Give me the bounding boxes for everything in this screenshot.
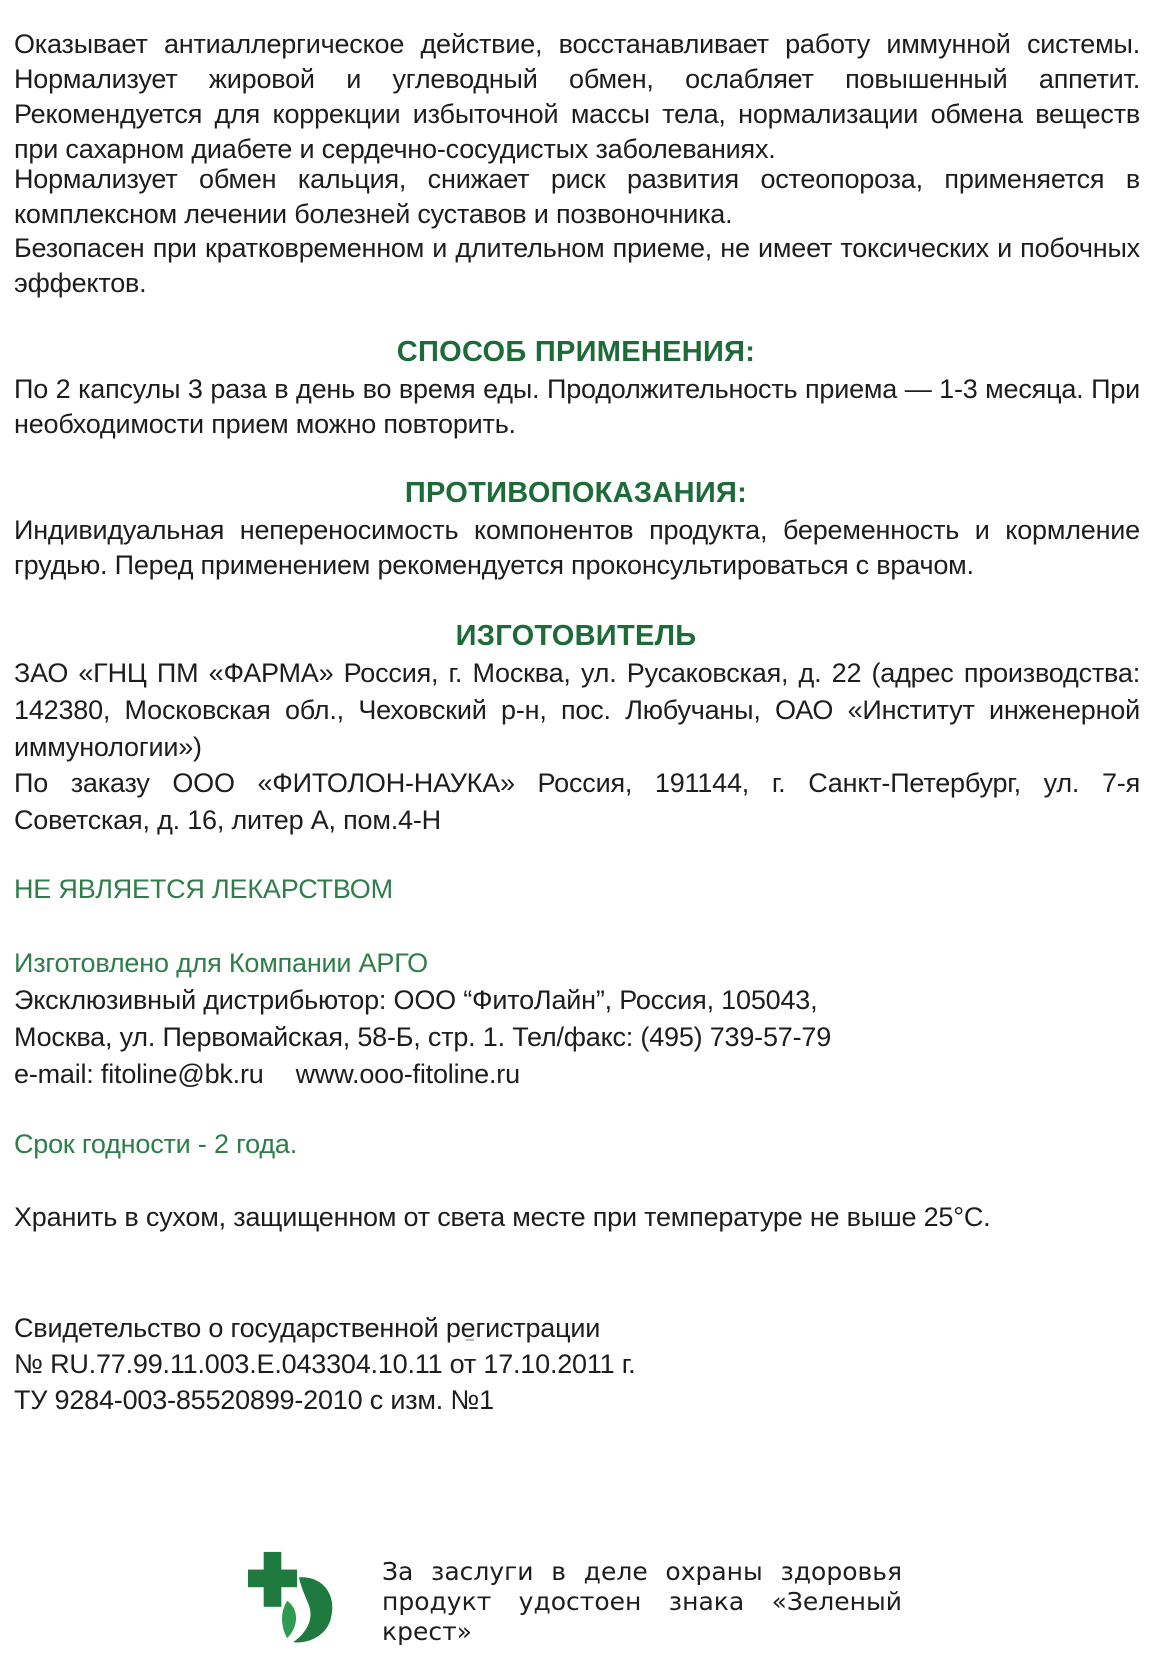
- distributor-line-1: Эксклюзивный дистрибьютор: ООО “ФитоЛайн”, Россия, 105043,: [14, 985, 818, 1015]
- storage-conditions: Хранить в сухом, защищенном от света месте при температуре не выше 25°С.: [14, 1202, 991, 1232]
- registration-line-3: ТУ 9284-003-85520899-2010 с изм. №1: [14, 1385, 494, 1415]
- green-cross-logo-icon: [248, 1548, 346, 1646]
- intro-paragraph-2: Нормализует обмен кальция, снижает риск развития остеопороза, применяется в комплексном лечении болезней суставов и позвоночника.: [14, 164, 1140, 229]
- made-for-company: Изготовлено для Компании АРГО: [14, 948, 428, 978]
- distributor-line-2: Москва, ул. Первомайская, 58-Б, стр. 1. Тел/факс: (495) 739-57-79: [14, 1022, 832, 1052]
- intro-paragraph-1: Оказывает антиаллергическое действие, восстанавливает работу иммунной системы. Нормализует жировой и углеводный обмен, ослабляет повышенный аппетит. Рекомендуется для коррекции избыточной массы тела, нормализации обмена веществ при сахарном диабете и сердечно-сосудистых заболеваниях.: [14, 29, 1140, 164]
- registration-block: [14, 1310, 1140, 1418]
- registration-line-1: Свидетельство о государственной регистрации: [14, 1313, 601, 1343]
- usage-heading: СПОСОБ ПРИМЕНЕНИЯ:: [396, 336, 756, 368]
- email-link[interactable]: e-mail: fitoline@bk.ru: [14, 1059, 264, 1089]
- shelf-life: Срок годности - 2 года.: [14, 1129, 298, 1159]
- manufacturer-heading: ИЗГОТОВИТЕЛЬ: [455, 620, 697, 652]
- registration-line-2: № RU.77.99.11.003.Е.043304.10.11 от 17.10.2011 г.: [14, 1349, 636, 1379]
- manufacturer-text: ЗАО «ГНЦ ПМ «ФАРМА» Россия, г. Москва, ул. Русаковская, д. 22 (адрес производства: 142380, Московская обл., Чеховский р-н, пос. Любучаны, ОАО «Институт инженерной иммунологии»): [14, 658, 1140, 762]
- not-medicine-notice: НЕ ЯВЛЯЕТСЯ ЛЕКАРСТВОМ: [14, 874, 393, 904]
- order-text: По заказу ООО «ФИТОЛОН-НАУКА» Россия, 191144, г. Санкт-Петербург, ул. 7-я Советская, д. 16, литер А, пом.4-Н: [14, 768, 1140, 835]
- contraindications-heading: ПРОТИВОПОКАЗАНИЯ:: [404, 477, 748, 509]
- contraindications-text: Индивидуальная непереносимость компонентов продукта, беременность и кормление грудью. Перед применением рекомендуется проконсультироваться с врачом.: [14, 515, 1140, 580]
- green-cross-award-text: За заслуги в деле охраны здоровья продукт удостоен знака «Зеленый крест»: [382, 1557, 902, 1646]
- contacts-line: [14, 1056, 1140, 1093]
- usage-text: По 2 капсулы 3 раза в день во время еды. Продолжительность приема — 1-3 месяца. При необходимости прием можно повторить.: [14, 374, 1140, 439]
- website-link[interactable]: www.ooo-fitoline.ru: [295, 1059, 520, 1089]
- distributor-block: [14, 945, 1140, 1093]
- intro-paragraph-3: Безопасен при кратковременном и длительном приеме, не имеет токсических и побочных эффектов.: [14, 233, 1140, 298]
